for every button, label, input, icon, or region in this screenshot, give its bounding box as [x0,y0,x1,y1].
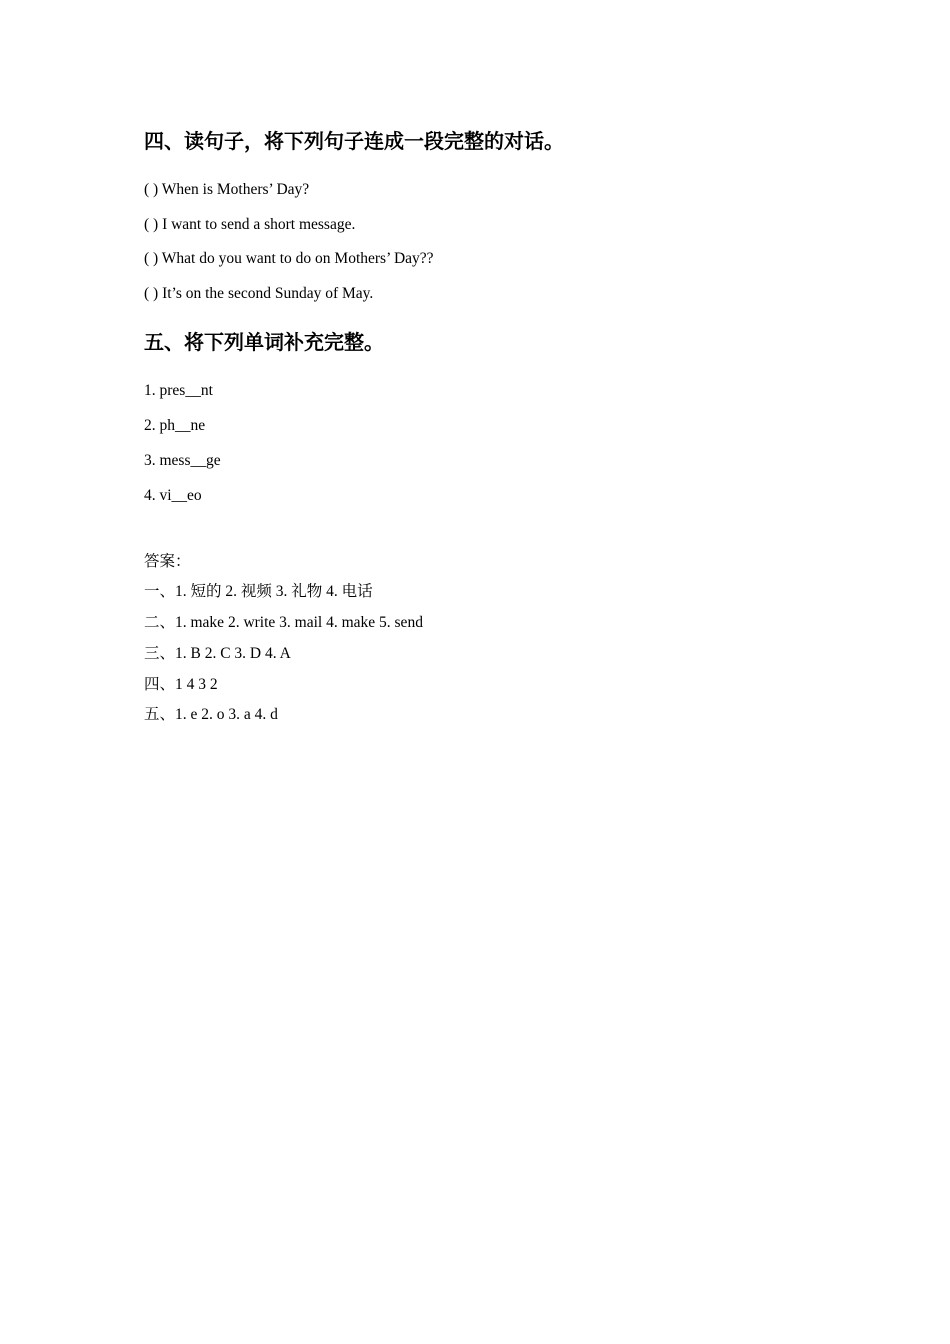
answer-line-4: 四、1 4 3 2 [144,676,218,693]
answers-label: 答案： [144,553,191,570]
answer-line-2: 二、1. make 2. write 3. mail 4. make 5. send [144,614,423,631]
word-item-2: 2. ph__ne [144,417,206,434]
answer-line-1: 一、1. 短的 2. 视频 3. 礼物 4. 电话 [144,583,373,600]
section-4-heading: 四、读句子，将下列句子连成一段完整的对话。 [144,129,564,153]
dialogue-item-4: ( ) It’s on the second Sunday of May. [144,285,374,302]
dialogue-item-3: ( ) What do you want to do on Mothers’ Day?? [144,250,434,267]
word-item-1: 1. pres__nt [144,382,213,399]
answer-line-3: 三、1. B 2. C 3. D 4. A [144,645,291,662]
section-5-heading: 五、将下列单词补充完整。 [144,330,384,354]
dialogue-item-1: ( ) When is Mothers’ Day? [144,181,310,198]
word-item-3: 3. mess__ge [144,452,221,469]
word-item-4: 4. vi__eo [144,487,202,504]
answer-line-5: 五、1. e 2. o 3. a 4. d [144,706,278,723]
dialogue-item-2: ( ) I want to send a short message. [144,216,356,233]
